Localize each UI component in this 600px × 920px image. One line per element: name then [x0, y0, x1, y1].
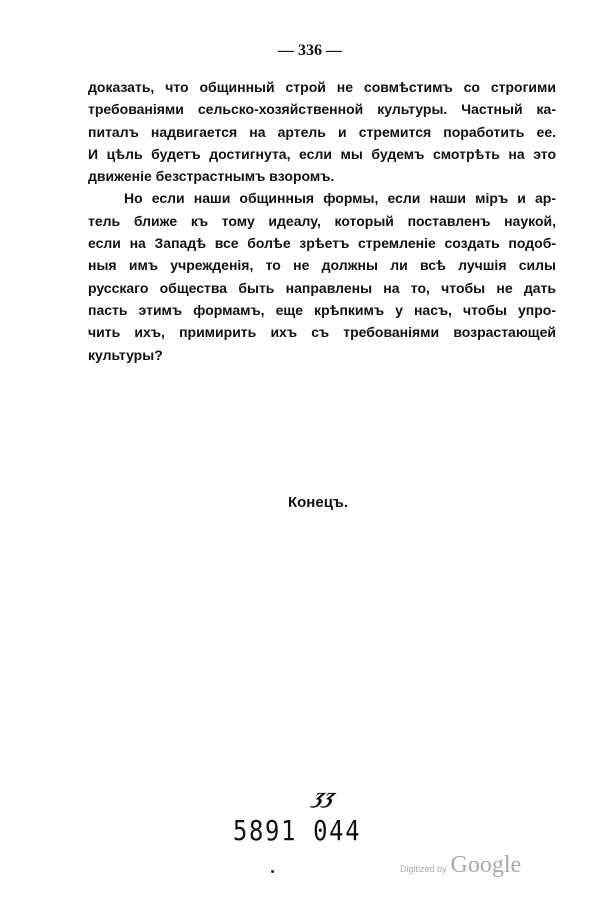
text-line: Но если наши общинныя формы, если наши міръ и ар-: [124, 190, 556, 207]
body-text: [88, 76, 556, 366]
text-line: движеніе безстрастнымъ взоромъ.: [88, 168, 335, 185]
handwritten-mark: ʒʒ: [310, 783, 341, 808]
ending-text: Конецъ.: [287, 494, 349, 511]
ink-dot: [271, 870, 274, 873]
watermark-brand: Google: [450, 852, 522, 878]
library-stamp-number: 5891 044: [233, 814, 362, 847]
text-line: пасть этимъ формамъ, еще крѣпкимъ у насъ, чтобы упро-: [88, 301, 556, 318]
page-number: — 336 —: [278, 42, 342, 59]
text-line: доказать, что общинный строй не совмѣстимъ со строгими: [88, 79, 556, 95]
text-line: тель ближе къ тому идеалу, который поставленъ наукой,: [88, 212, 556, 229]
watermark-prefix: Digitized by: [400, 864, 447, 874]
text-line: И цѣль будетъ достигнута, если мы будемъ смотрѣть на это: [88, 145, 556, 162]
text-line: питалъ надвигается на артель и стремится поработить ее.: [88, 123, 556, 140]
text-line: чить ихъ, примирить ихъ съ требованіями возрастающей: [88, 324, 556, 341]
text-line: культуры?: [88, 346, 163, 363]
google-watermark: [400, 852, 521, 879]
text-line: требованіями сельско-хозяйственной культуры. Частный ка-: [88, 101, 556, 118]
text-line: если на Западѣ все болѣе зрѣетъ стремленіе создать подоб-: [88, 235, 556, 252]
text-line: русскаго общества быть направлены на то, чтобы не дать: [88, 279, 556, 296]
text-line: ныя имъ учрежденія, то не должны ли всѣ лучшія силы: [88, 257, 556, 274]
